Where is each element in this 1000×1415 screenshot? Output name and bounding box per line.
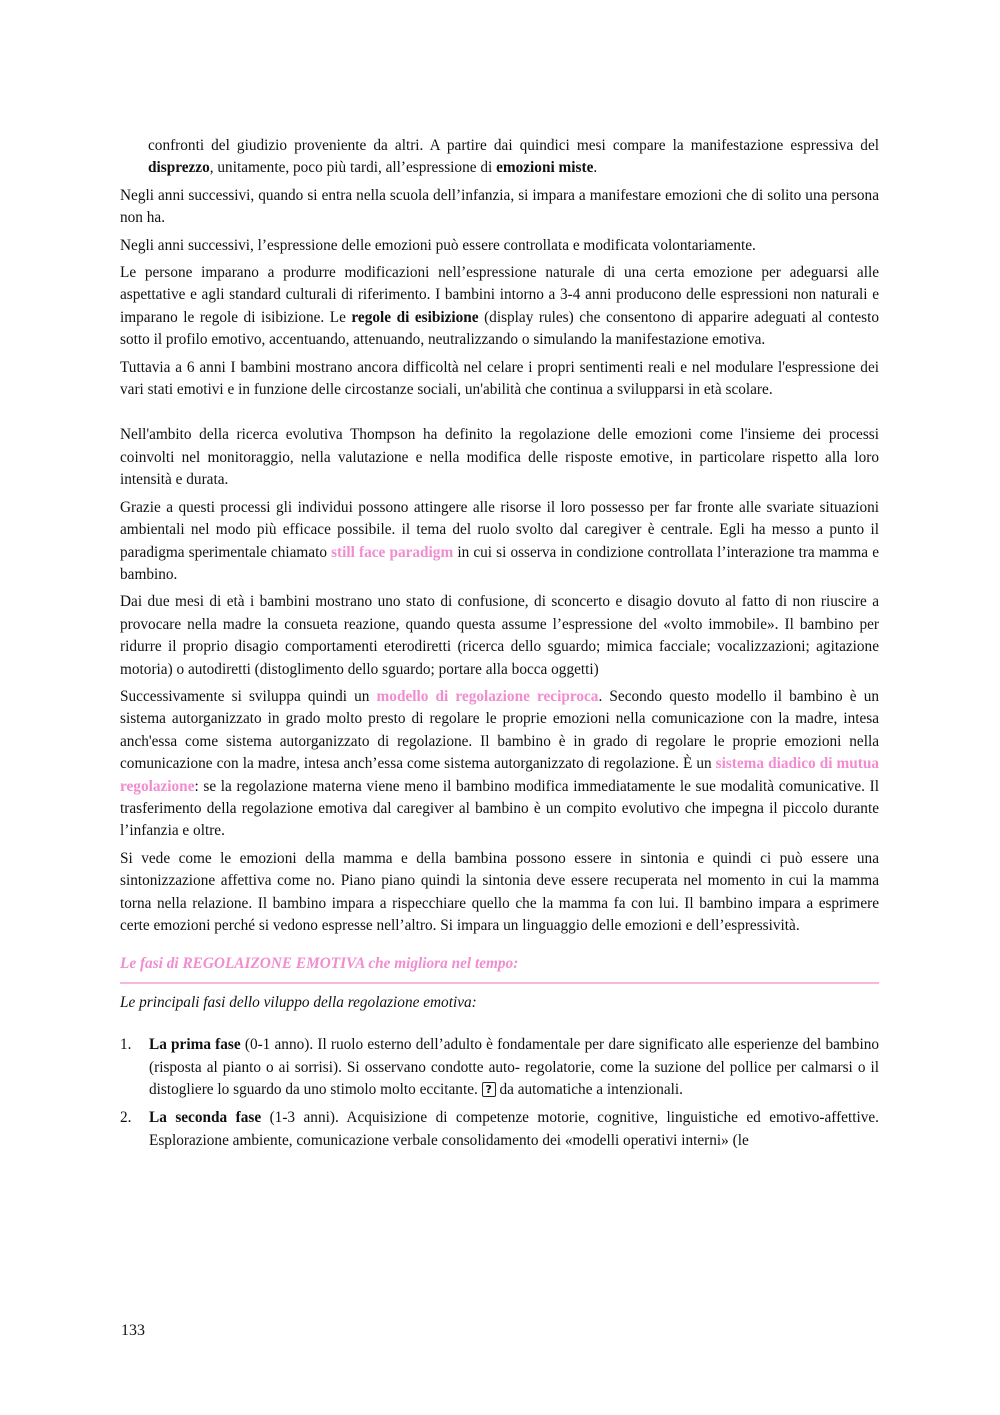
text-run: . (593, 159, 598, 177)
paragraph: Negli anni successivi, l’espressione delle emozioni può essere controllata e modificata volontariamente. (120, 236, 756, 254)
text-run: , unitamente, poco più tardi, all’espressione di (209, 159, 497, 177)
text-run: . Secondo questo modello il bambino è un sistema autorganizzato in grado molto presto di regolare le proprie emozioni nella comunicazione con la madre, intesa anch'essa come sistema autorganizzato di regolazione. Il bambino è in grado di regolare le proprie emozioni nella comunicazione con la madre, intesa anch’essa come sistema autorganizzato di regolazione. È un (120, 687, 880, 773)
paragraph (120, 262, 879, 352)
paragraph (120, 497, 879, 587)
paragraph: Tuttavia a 6 anni I bambini mostrano ancora difficoltà nel celare i propri sentimenti reali e nel modulare l'espressione dei vari stati emotivi e in funzione delle circostanze sociali, un'abilità che continua a svilupparsi in età scolare. (120, 358, 879, 399)
paragraph (120, 686, 879, 843)
question-mark-icon: ? (482, 1082, 496, 1097)
list-item-title: La prima fase (149, 1036, 241, 1054)
section-heading: Le fasi di REGOLAIZONE EMOTIVA che migliora nel tempo: (120, 953, 879, 983)
page-number: 133 (121, 1322, 145, 1339)
list-item-title: La seconda fase (149, 1109, 262, 1127)
list-number: 1. (120, 1036, 132, 1054)
spacer (120, 406, 879, 424)
highlight-term-still-face-paradigm: still face paradigm (331, 543, 454, 561)
text-run: (display rules) che consentono di apparire adeguati al contesto sotto il profilo emotivo, accentuando, attenuando, neutralizzando o simulando la manifestazione emotiva. (120, 308, 880, 349)
text-run: confronti del giudizio proveniente da altri. A partire dai quindici mesi compare la manifestazione espressiva del (148, 137, 879, 154)
list-item (120, 1034, 879, 1101)
phase-list (120, 1034, 879, 1152)
list-item (120, 1107, 879, 1152)
bold-term-emozioni-miste: emozioni miste (496, 159, 594, 177)
text-run: Successivamente si sviluppa quindi un (120, 687, 377, 705)
text-run: (0-1 anno). Il ruolo esterno dell’adulto è fondamentale per dare significato alle esperienze del bambino (risposta al pianto o ai sorrisi). Si osservano condotte auto- regolatorie, come la suzione del pollice per calmarsi o il distogliere lo sguardo da uno stimolo molto eccitante. (149, 1036, 879, 1099)
text-run: : se la regolazione materna viene meno il bambino modifica immediatamente le sue modalità comunicative. Il trasferimento della regolazione emotiva dal caregiver al bambino è un compito evolutivo che impegna il piccolo durante l’infanzia e oltre. (120, 777, 879, 840)
text-run: in cui si osserva in condizione controllata l’interazione tra mamma e bambino. (120, 543, 879, 583)
text-run: (1-3 anni). Acquisizione di competenze motorie, cognitive, linguistiche ed emotivo-affettive. Esplorazione ambiente, comunicazione verbale consolidamento dei «modelli operativi interni» (le (149, 1109, 879, 1149)
list-number: 2. (120, 1109, 132, 1127)
paragraph-continuation (120, 135, 879, 180)
section-subheading: Le principali fasi dello viluppo della regolazione emotiva: (120, 993, 477, 1011)
highlight-term-modello-regolazione-reciproca: modello di regolazione reciproca (376, 687, 599, 705)
page-content (120, 135, 879, 1158)
paragraph: Nell'ambito della ricerca evolutiva Thompson ha definito la regolazione delle emozioni come l'insieme dei processi coinvolti nel monitoraggio, nella valutazione e nella modifica delle risposte emotive, in particolare rispetto alla loro intensità e durata. (120, 426, 879, 489)
text-run: Le persone imparano a produrre modificazioni nell’espressione naturale di una certa emozione per adeguarsi alle aspettative e agli standard culturali di riferimento. I bambini intorno a 3-4 anni producono delle espressioni non naturali e imparano le regole di isibizione. Le (120, 264, 879, 326)
paragraph: Dai due mesi di età i bambini mostrano uno stato di confusione, di sconcerto e disagio dovuto al fatto di non riuscire a provocare nella madre la consueta reazione, quando questa assume l’espressione del «volto immobile». Il bambino per ridurre il proprio disagio comportamenti eterodiretti (ricerca dello sguardo; mimica facciale; vocalizzazioni; agitazione motoria) o autodiretti (distoglimento dello sguardo; portare alla bocca oggetti) (120, 593, 879, 678)
paragraph: Si vede come le emozioni della mamma e della bambina possono essere in sintonia e quindi ci può essere una sintonizzazione affettiva come no. Piano piano quindi la sintonia deve essere recuperata nel momento in cui la mamma torna nella relazione. Il bambino impara a rispecchiare quello che la mamma fa con lui. Il bambino impara a esprimere certe emozioni perché si vedono espresse nell’altro. Si impara un linguaggio delle emozioni e dell’espressività. (120, 849, 879, 934)
text-run: da automatiche a intenzionali. (495, 1081, 683, 1099)
paragraph: Negli anni successivi, quando si entra nella scuola dell’infanzia, si impara a manifestare emozioni che di solito una persona non ha. (120, 186, 879, 227)
highlight-term-sistema-diadico: sistema diadico di mutua regolazione (120, 755, 879, 795)
bold-term-regole-di-esibizione: regole di esibizione (351, 308, 479, 326)
text-run: Grazie a questi processi gli individui possono attingere alle risorse il loro possesso per far fronte alle svariate situazioni ambientali nel modo più efficace possibile. il tema del ruolo svolto dal caregiver è centrale. Egli ha messo a punto il paradigma sperimentale chiamato (120, 498, 879, 561)
bold-term-disprezzo: disprezzo (148, 159, 210, 177)
